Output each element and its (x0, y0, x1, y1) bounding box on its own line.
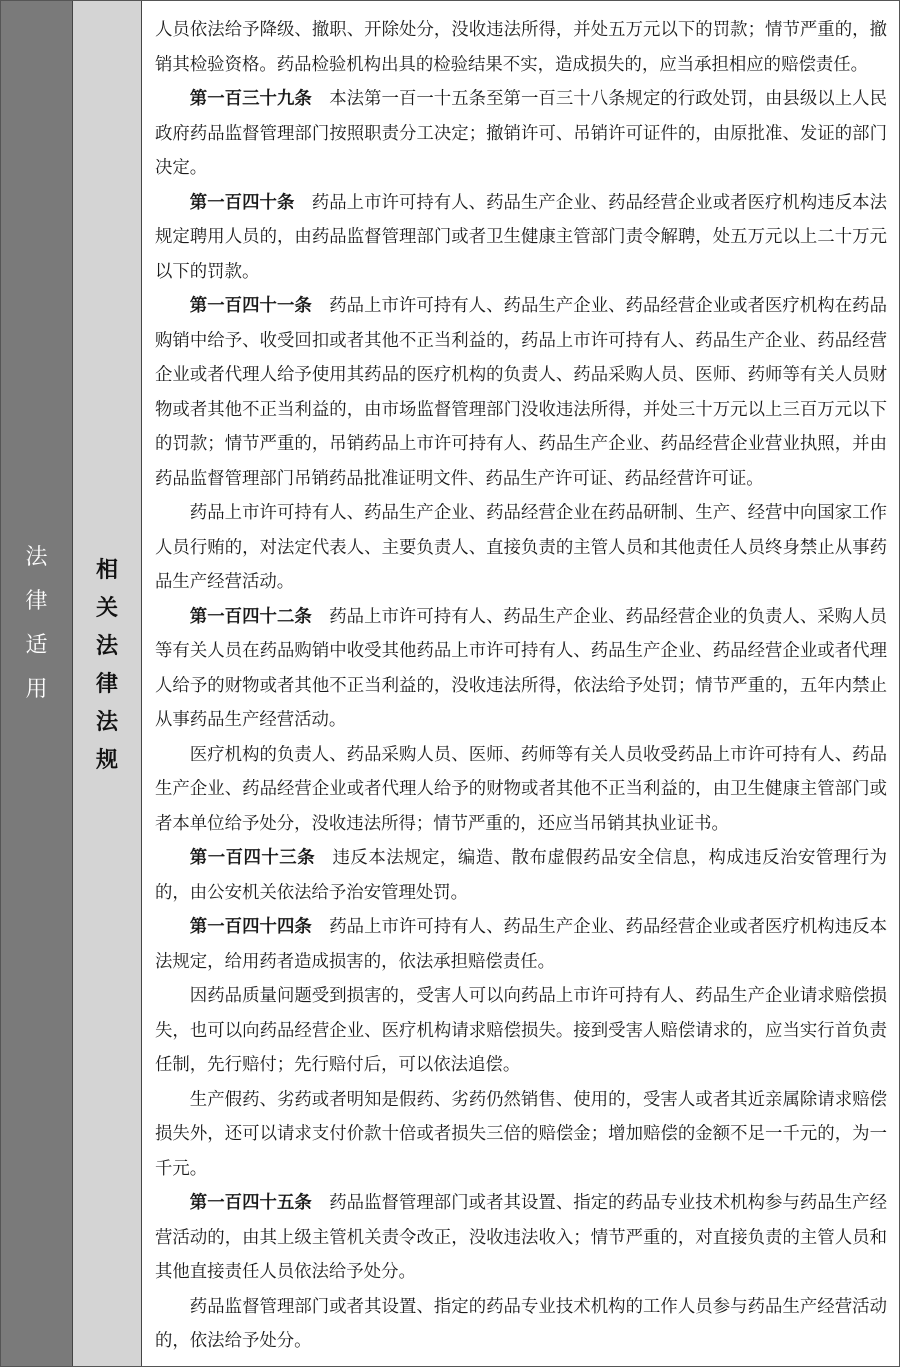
paragraph (155, 738, 887, 842)
article-number: 第一百四十四条 (189, 917, 312, 937)
article-paragraph (155, 841, 887, 910)
article-number: 第一百四十一条 (189, 296, 312, 316)
article-paragraph (155, 82, 887, 186)
subcategory-char: 相 (95, 558, 118, 583)
paragraph-text: 药品监督管理部门或者其设置、指定的药品专业技术机构参与药品生产经营活动的，由其上级主管机关责令改正，没收违法收入；情节严重的，对直接负责的主管人员和其他直接责任人员依法给予处分。 (155, 1193, 887, 1282)
paragraph-text: 药品上市许可持有人、药品生产企业、药品经营企业在药品研制、生产、经营中向国家工作人员行贿的，对法定代表人、主要负责人、直接负责的主管人员和其他责任人员终身禁止从事药品生产经营活动。 (155, 503, 887, 592)
article-number: 第一百四十五条 (189, 1193, 312, 1213)
paragraph-text: 因药品质量问题受到损害的，受害人可以向药品上市许可持有人、药品生产企业请求赔偿损失，也可以向药品经营企业、医疗机构请求赔偿损失。接到受害人赔偿请求的，应当实行首负责任制，先行赔付；先行赔付后，可以依法追偿。 (155, 986, 887, 1075)
paragraph-text: 药品上市许可持有人、药品生产企业、药品经营企业的负责人、采购人员等有关人员在药品购销中收受其他药品上市许可持有人、药品生产企业、药品经营企业或者代理人给予的财物或者其他不正当利益的，没收违法所得，依法给予处罚；情节严重的，五年内禁止从事药品生产经营活动。 (155, 606, 887, 730)
paragraph-text: 人员依法给予降级、撤职、开除处分，没收违法所得，并处五万元以下的罚款；情节严重的，撤销其检验资格。药品检验机构出具的检验结果不实，造成损失的，应当承担相应的赔偿责任。 (155, 20, 887, 75)
article-paragraph (155, 1186, 887, 1290)
article-number: 第一百四十三条 (189, 848, 316, 868)
category-column (1, 1, 73, 1366)
subcategory-char: 律 (95, 672, 118, 697)
subcategory-label (73, 560, 141, 772)
paragraph-text: 本法第一百一十五条至第一百三十八条规定的行政处罚，由县级以上人民政府药品监督管理部门按照职责分工决定；撤销许可、吊销许可证件的，由原批准、发证的部门决定。 (155, 89, 887, 178)
article-number: 第一百四十二条 (189, 606, 312, 627)
article-number: 第一百四十条 (189, 192, 295, 213)
category-char: 用 (25, 677, 48, 702)
paragraph (155, 496, 887, 600)
category-label (1, 547, 72, 701)
paragraph (155, 979, 887, 1083)
subcategory-char: 规 (95, 748, 118, 773)
paragraph-text: 生产假药、劣药或者明知是假药、劣药仍然销售、使用的，受害人或者其近亲属除请求赔偿损失外，还可以请求支付价款十倍或者损失三倍的赔偿金；增加赔偿的金额不足一千元的，为一千元。 (155, 1089, 887, 1179)
category-char: 律 (25, 589, 48, 614)
paragraph (155, 13, 887, 82)
paragraph-text: 药品上市许可持有人、药品生产企业、药品经营企业或者医疗机构违反本法规定，给用药者造成损害的，依法承担赔偿责任。 (155, 917, 887, 972)
law-text (155, 13, 887, 1359)
paragraph-text: 医疗机构的负责人、药品采购人员、医师、药师等有关人员收受药品上市许可持有人、药品生产企业、药品经营企业或者代理人给予的财物或者其他不正当利益的，由卫生健康主管部门或者本单位给予处分，没收违法所得；情节严重的，还应当吊销其执业证书。 (155, 744, 887, 834)
article-number: 第一百三十九条 (189, 89, 312, 109)
paragraph-text: 药品监督管理部门或者其设置、指定的药品专业技术机构的工作人员参与药品生产经营活动的，依法给予处分。 (155, 1296, 887, 1351)
paragraph (155, 1290, 887, 1359)
subcategory-char: 关 (95, 596, 118, 621)
category-char: 法 (25, 545, 48, 570)
category-char: 适 (25, 633, 48, 658)
subcategory-column (73, 1, 142, 1366)
article-paragraph (155, 600, 887, 738)
paragraph-text: 违反本法规定，编造、散布虚假药品安全信息，构成违反治安管理行为的，由公安机关依法给予治安管理处罚。 (155, 848, 887, 903)
article-paragraph (155, 910, 887, 979)
subcategory-char: 法 (95, 634, 118, 659)
paragraph (155, 1083, 887, 1187)
paragraph-text: 药品上市许可持有人、药品生产企业、药品经营企业或者医疗机构在药品购销中给予、收受回扣或者其他不正当利益的，药品上市许可持有人、药品生产企业、药品经营企业或者代理人给予使用其药品的医疗机构的负责人、药品采购人员、医师、药师等有关人员财物或者其他不正当利益的，由市场监督管理部门没收违法所得，并处三十万元以上三百万元以下的罚款；情节严重的，吊销药品上市许可持有人、药品生产企业、药品经营企业营业执照，并由药品监督管理部门吊销药品批准证明文件、药品生产许可证、药品经营许可证。 (155, 296, 887, 489)
subcategory-char: 法 (95, 710, 118, 735)
paragraph-text: 药品上市许可持有人、药品生产企业、药品经营企业或者医疗机构违反本法规定聘用人员的，由药品监督管理部门或者卫生健康主管部门责令解聘，处五万元以上二十万元以下的罚款。 (155, 192, 887, 282)
article-paragraph (155, 289, 887, 496)
article-paragraph (155, 186, 887, 290)
